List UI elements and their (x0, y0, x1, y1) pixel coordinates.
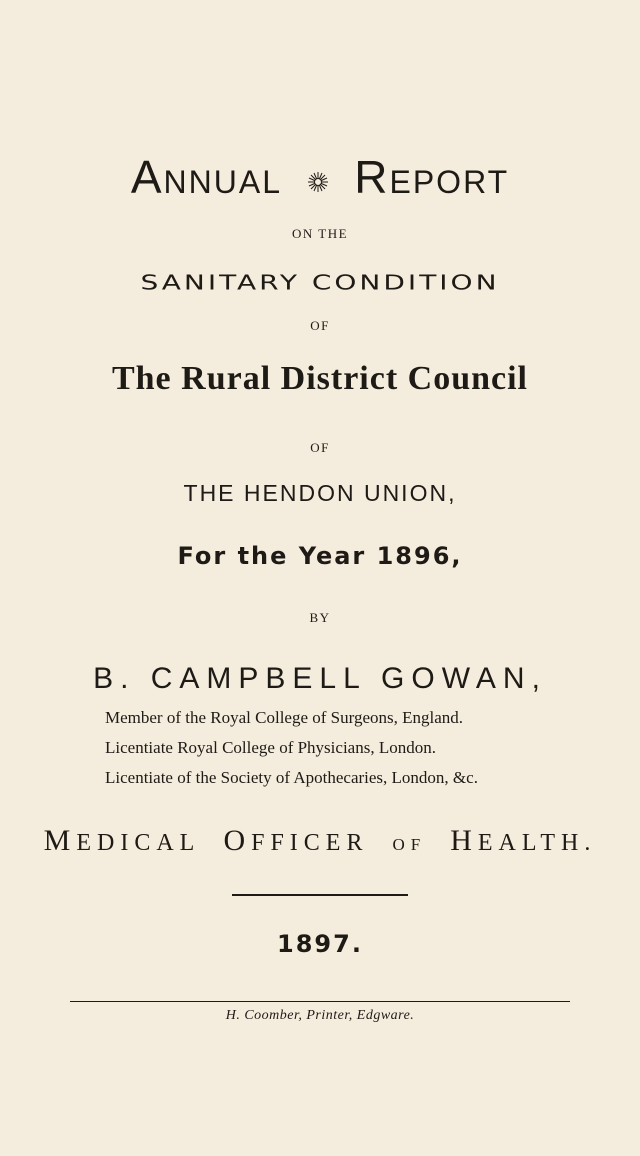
of-text-1: OF (310, 318, 330, 333)
divider-rule (232, 894, 408, 896)
sanitary-condition-heading: SANITARY CONDITION (140, 270, 500, 295)
report-title (0, 150, 640, 204)
on-the-text: ON THE (291, 226, 349, 241)
union-heading: THE HENDON UNION, (183, 480, 457, 506)
officer-title: MEDICAL OFFICER OF HEALTH. (43, 824, 597, 857)
footer-rule (70, 1001, 570, 1002)
credential-line: Member of the Royal College of Surgeons, England. (105, 708, 464, 727)
sun-ornament-icon (307, 171, 329, 193)
title-word-annual: NNUAL (163, 164, 282, 200)
title-word-report: EPORT (389, 164, 510, 200)
title-initial-r: R (354, 151, 390, 203)
author-name: B. CAMPBELL GOWAN, (93, 662, 547, 695)
publication-year: 1897. (277, 930, 363, 958)
by-text: BY (309, 610, 331, 625)
report-year-heading: For the Year 1896, (177, 542, 463, 570)
of-text-2: OF (310, 440, 330, 455)
printer-imprint: H. Coomber, Printer, Edgware. (225, 1008, 415, 1023)
credential-line: Licentiate of the Society of Apothecaries, London, &c. (105, 768, 478, 787)
title-initial-a: A (130, 151, 164, 203)
credential-line: Licentiate Royal College of Physicians, London. (105, 738, 436, 757)
council-heading: The Rural District Council (111, 360, 529, 397)
